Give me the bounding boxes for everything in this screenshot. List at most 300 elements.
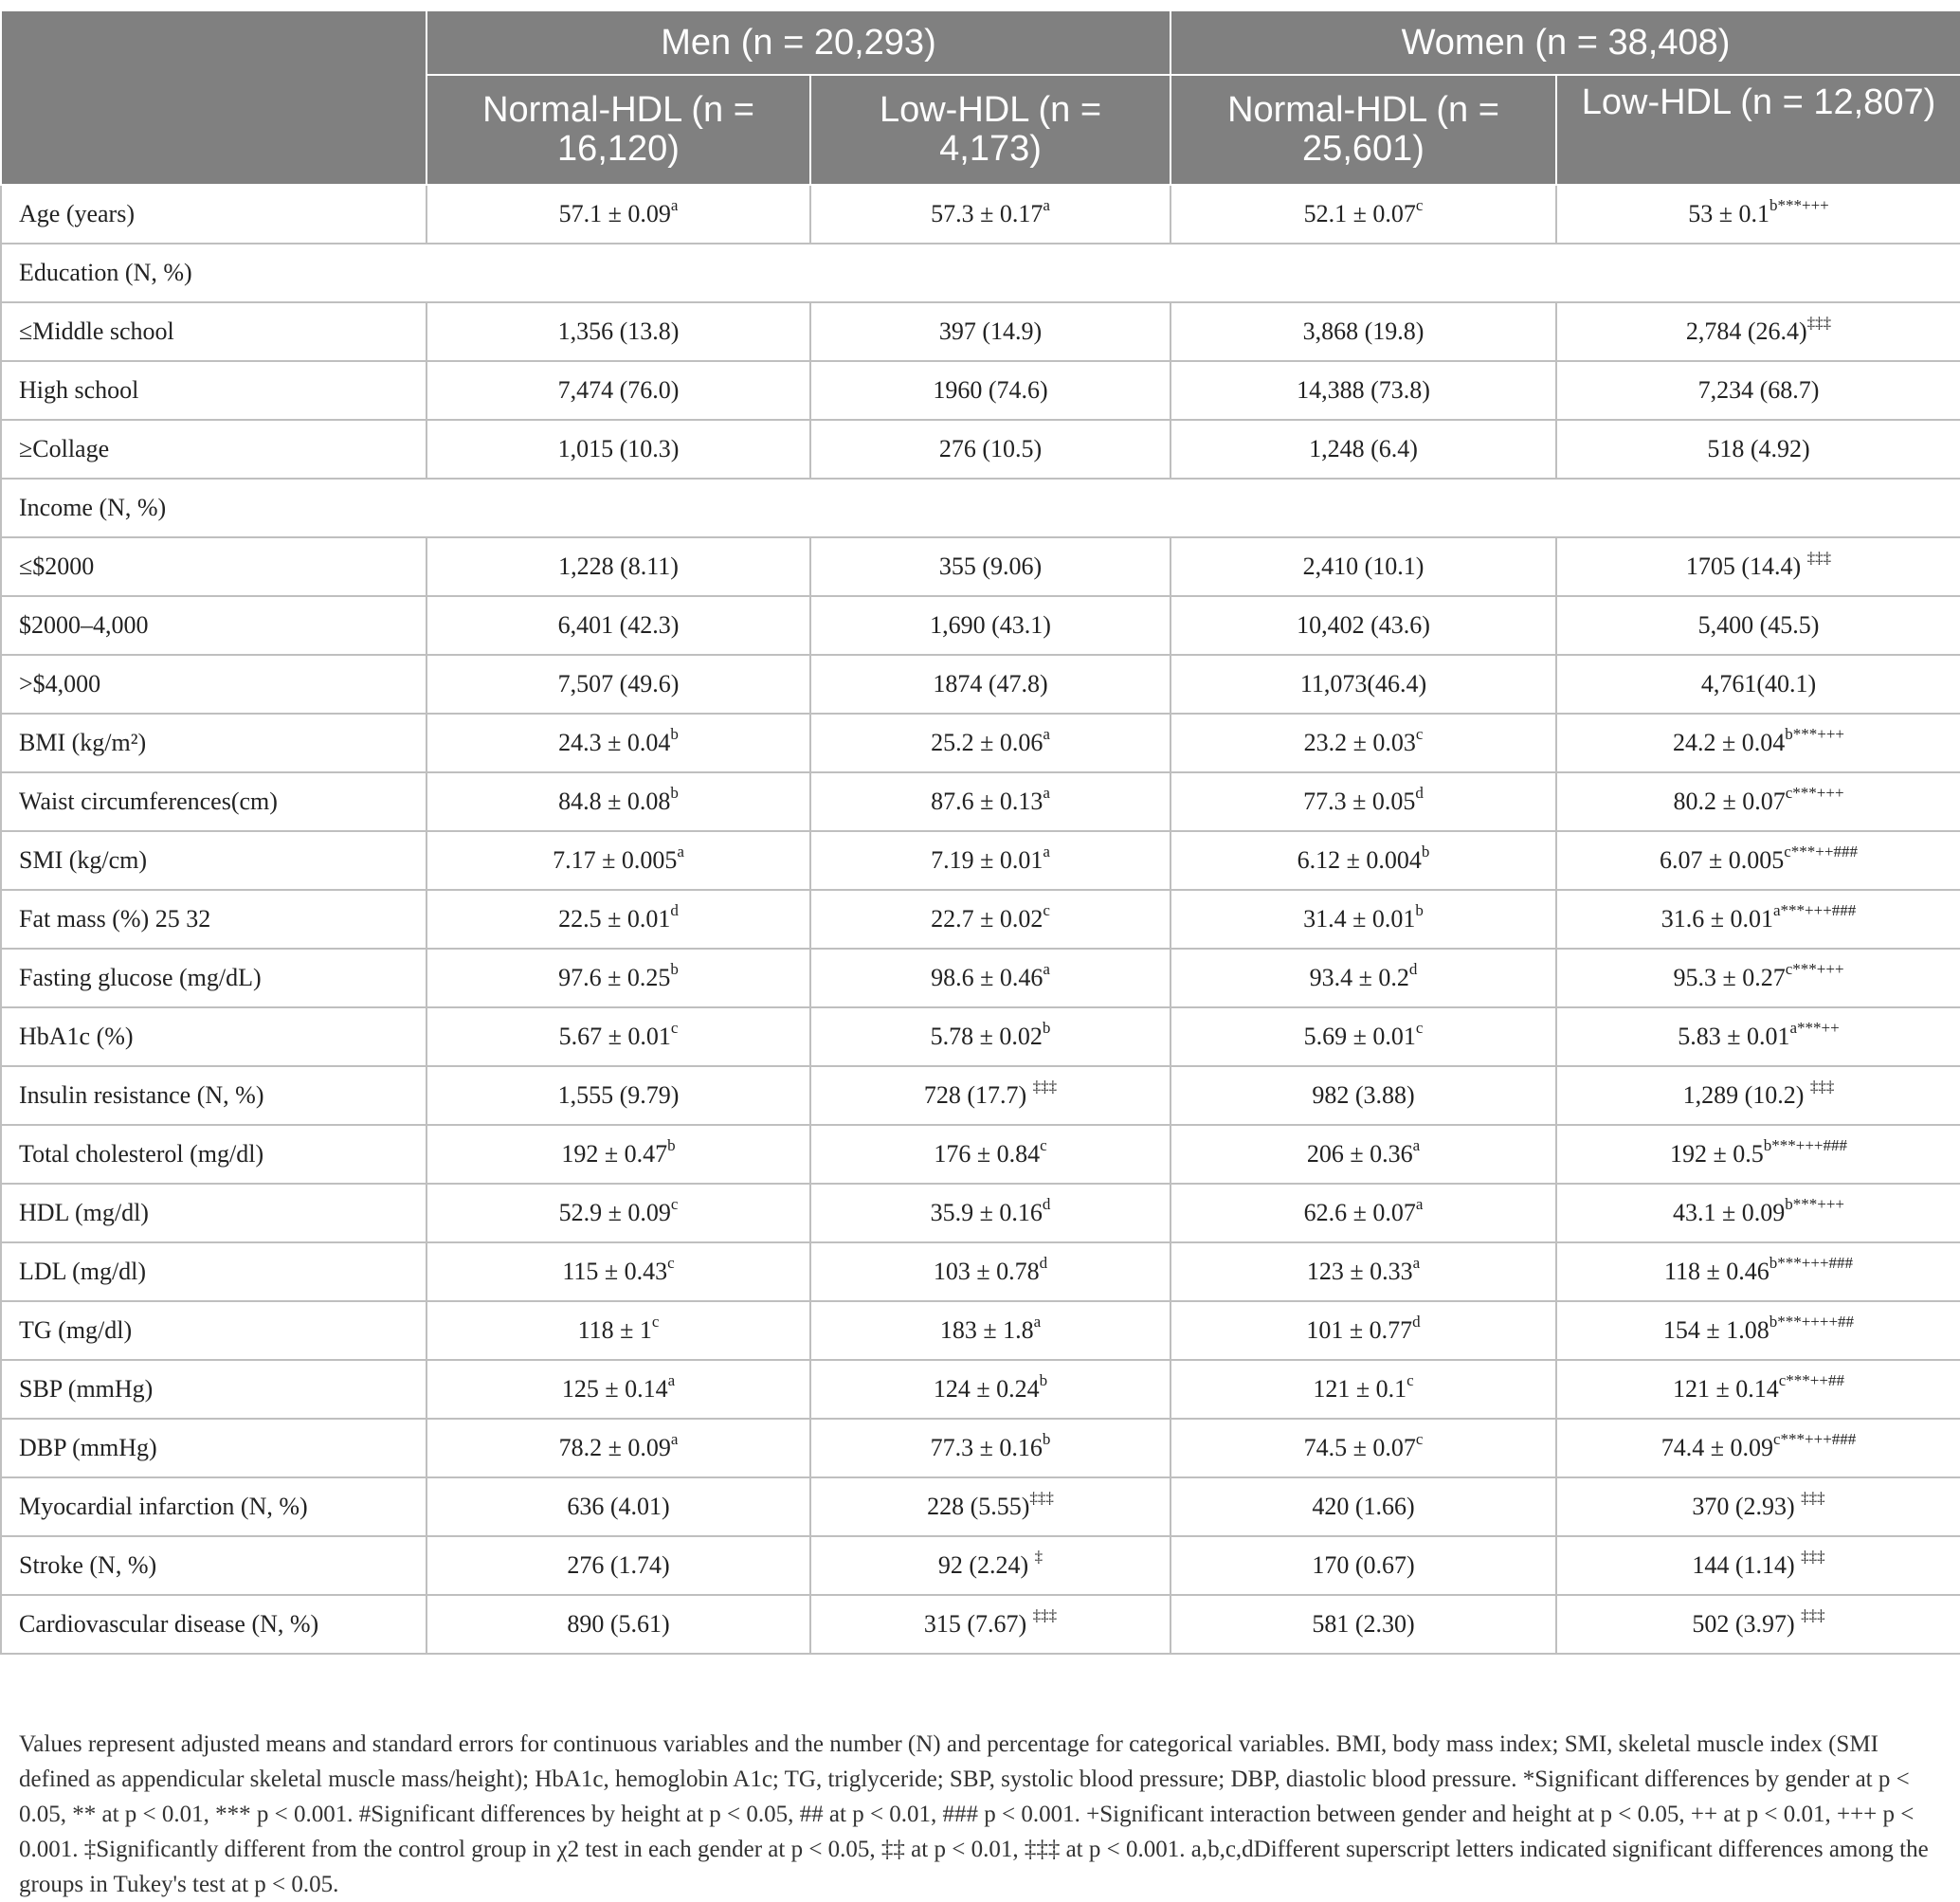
table-cell bbox=[1556, 772, 1960, 831]
cell-superscript: c bbox=[667, 1254, 675, 1273]
table-cell bbox=[1171, 890, 1556, 949]
cell-value: 35.9 ± 0.16 bbox=[930, 1199, 1043, 1226]
table-cell bbox=[426, 1242, 810, 1301]
cell-superscript: b***+++ bbox=[1785, 1195, 1845, 1214]
row-label: Fasting glucose (mg/dL) bbox=[1, 949, 426, 1007]
cell-value: 7,474 (76.0) bbox=[557, 376, 680, 404]
table-cell bbox=[810, 1477, 1171, 1536]
cell-value: 890 (5.61) bbox=[567, 1610, 670, 1638]
table-row bbox=[1, 772, 1960, 831]
cell-superscript: ‡‡‡ bbox=[1801, 1489, 1825, 1508]
row-label: LDL (mg/dl) bbox=[1, 1242, 426, 1301]
table-cell bbox=[1556, 1242, 1960, 1301]
row-label: Stroke (N, %) bbox=[1, 1536, 426, 1595]
table-cell bbox=[810, 890, 1171, 949]
table-row bbox=[1, 1419, 1960, 1477]
table-cell bbox=[1556, 537, 1960, 596]
table-row bbox=[1, 420, 1960, 479]
cell-value: 154 ± 1.08 bbox=[1662, 1316, 1769, 1344]
cell-superscript: b bbox=[1042, 1019, 1051, 1038]
cell-superscript: c***+++ bbox=[1785, 784, 1844, 803]
table-cell bbox=[1171, 1536, 1556, 1595]
table-cell bbox=[426, 1066, 810, 1125]
table-cell bbox=[810, 772, 1171, 831]
table-cell bbox=[810, 714, 1171, 772]
cell-value: 982 (3.88) bbox=[1312, 1081, 1415, 1109]
header-women-low-hdl: Low-HDL (n = 12,807) bbox=[1556, 75, 1960, 185]
table-cell bbox=[426, 1536, 810, 1595]
table-cell bbox=[810, 1301, 1171, 1360]
table-cell bbox=[426, 890, 810, 949]
cell-superscript: a***++ bbox=[1789, 1019, 1840, 1038]
cell-superscript: a bbox=[677, 842, 684, 861]
row-label: ≤$2000 bbox=[1, 537, 426, 596]
row-label: Cardiovascular disease (N, %) bbox=[1, 1595, 426, 1654]
row-label: High school bbox=[1, 361, 426, 420]
cell-value: 370 (2.93) bbox=[1692, 1493, 1802, 1520]
table-cell bbox=[810, 1595, 1171, 1654]
table-cell bbox=[810, 655, 1171, 714]
row-label: ≤Middle school bbox=[1, 302, 426, 361]
cell-value: 5.78 ± 0.02 bbox=[930, 1023, 1043, 1050]
cell-value: 355 (9.06) bbox=[938, 552, 1043, 580]
cell-value: 5.67 ± 0.01 bbox=[558, 1023, 671, 1050]
table-row bbox=[1, 537, 1960, 596]
table-cell bbox=[810, 302, 1171, 361]
cell-value: 176 ± 0.84 bbox=[934, 1140, 1041, 1168]
table-cell bbox=[1171, 1007, 1556, 1066]
table-cell bbox=[426, 1595, 810, 1654]
cell-superscript: ‡‡‡ bbox=[1032, 1078, 1058, 1096]
cell-superscript: a bbox=[1043, 842, 1050, 861]
table-row bbox=[1, 1066, 1960, 1125]
row-label: $2000–4,000 bbox=[1, 596, 426, 655]
table-cell bbox=[426, 1477, 810, 1536]
cell-value: 3,868 (19.8) bbox=[1302, 317, 1425, 345]
cell-superscript: a bbox=[1043, 196, 1050, 215]
cell-value: 84.8 ± 0.08 bbox=[558, 788, 671, 815]
cell-superscript: a***+++### bbox=[1772, 901, 1857, 920]
row-label: Fat mass (%) 25 32 bbox=[1, 890, 426, 949]
table-cell bbox=[426, 1360, 810, 1419]
table-cell bbox=[810, 1360, 1171, 1419]
cell-value: 24.2 ± 0.04 bbox=[1672, 729, 1786, 756]
table-cell bbox=[1556, 831, 1960, 890]
cell-value: 14,388 (73.8) bbox=[1297, 376, 1430, 404]
cell-value: 121 ± 0.14 bbox=[1672, 1375, 1779, 1403]
table-cell bbox=[1556, 890, 1960, 949]
cell-value: 1705 (14.4) bbox=[1685, 552, 1807, 580]
cell-value: 77.3 ± 0.05 bbox=[1303, 788, 1416, 815]
table-cell bbox=[1556, 949, 1960, 1007]
cell-value: 121 ± 0.1 bbox=[1313, 1375, 1407, 1403]
table-row bbox=[1, 361, 1960, 420]
table-cell bbox=[810, 1536, 1171, 1595]
cell-value: 276 (1.74) bbox=[567, 1551, 670, 1579]
cell-value: 2,784 (26.4) bbox=[1685, 317, 1807, 345]
table-cell bbox=[1171, 596, 1556, 655]
cell-superscript: b***++++## bbox=[1769, 1313, 1855, 1331]
cell-value: 1,228 (8.11) bbox=[558, 552, 679, 580]
cell-value: 52.9 ± 0.09 bbox=[558, 1199, 671, 1226]
table-cell bbox=[810, 596, 1171, 655]
cell-superscript: b***+++ bbox=[1785, 725, 1845, 744]
cell-value: 315 (7.67) bbox=[923, 1610, 1033, 1638]
cell-superscript: ‡‡‡ bbox=[1029, 1489, 1054, 1508]
cell-superscript: ‡ bbox=[1034, 1548, 1044, 1567]
table-cell bbox=[1556, 714, 1960, 772]
cell-value: 57.3 ± 0.17 bbox=[931, 200, 1044, 227]
cell-superscript: c bbox=[1415, 1019, 1424, 1038]
cell-value: 125 ± 0.14 bbox=[561, 1375, 668, 1403]
table-row bbox=[1, 1595, 1960, 1654]
table-cell bbox=[1556, 1184, 1960, 1242]
cell-value: 636 (4.01) bbox=[567, 1493, 670, 1520]
cell-value: 502 (3.97) bbox=[1692, 1610, 1802, 1638]
table-cell bbox=[426, 361, 810, 420]
table-row bbox=[1, 655, 1960, 714]
table-cell bbox=[1171, 1242, 1556, 1301]
table-row bbox=[1, 1125, 1960, 1184]
cell-value: 25.2 ± 0.06 bbox=[931, 729, 1044, 756]
cell-value: 1,356 (13.8) bbox=[557, 317, 680, 345]
cell-value: 5,400 (45.5) bbox=[1697, 611, 1820, 639]
cell-superscript: ‡‡‡ bbox=[1801, 1548, 1825, 1567]
table-cell bbox=[426, 1301, 810, 1360]
cell-value: 6.12 ± 0.004 bbox=[1297, 846, 1422, 874]
cell-superscript: a bbox=[667, 1371, 676, 1390]
table-cell bbox=[1171, 949, 1556, 1007]
cell-superscript: b bbox=[1039, 1371, 1048, 1390]
row-label: >$4,000 bbox=[1, 655, 426, 714]
table-cell bbox=[810, 949, 1171, 1007]
cell-value: 1,289 (10.2) bbox=[1682, 1081, 1810, 1109]
cell-value: 92 (2.24) bbox=[937, 1551, 1035, 1579]
table-row bbox=[1, 1007, 1960, 1066]
table-cell bbox=[1171, 772, 1556, 831]
cell-superscript: c bbox=[1406, 1371, 1414, 1390]
cell-value: 31.4 ± 0.01 bbox=[1303, 905, 1416, 933]
cell-superscript: d bbox=[1408, 960, 1418, 979]
table-cell bbox=[426, 1419, 810, 1477]
row-label: SBP (mmHg) bbox=[1, 1360, 426, 1419]
cell-value: 123 ± 0.33 bbox=[1306, 1258, 1413, 1285]
row-label: Insulin resistance (N, %) bbox=[1, 1066, 426, 1125]
table-row bbox=[1, 1360, 1960, 1419]
table-cell bbox=[1171, 655, 1556, 714]
cell-superscript: b bbox=[670, 784, 679, 803]
table-row bbox=[1, 831, 1960, 890]
table-cell bbox=[1556, 1595, 1960, 1654]
table-cell bbox=[426, 1007, 810, 1066]
cell-superscript: b bbox=[670, 725, 679, 744]
cell-superscript: a bbox=[1412, 1254, 1421, 1273]
cell-value: 78.2 ± 0.09 bbox=[558, 1434, 671, 1461]
table-cell bbox=[810, 1125, 1171, 1184]
table-cell bbox=[810, 831, 1171, 890]
cell-value: 74.4 ± 0.09 bbox=[1661, 1434, 1773, 1461]
table-cell bbox=[810, 1007, 1171, 1066]
cell-superscript: b bbox=[1421, 842, 1430, 861]
cell-value: 7.17 ± 0.005 bbox=[553, 846, 678, 874]
cell-value: 101 ± 0.77 bbox=[1306, 1316, 1413, 1344]
row-label: ≥Collage bbox=[1, 420, 426, 479]
cell-superscript: a bbox=[1043, 725, 1050, 744]
table-cell bbox=[810, 1419, 1171, 1477]
baseline-characteristics-table bbox=[0, 9, 1960, 1655]
cell-value: 43.1 ± 0.09 bbox=[1672, 1199, 1786, 1226]
table-cell bbox=[426, 185, 810, 244]
row-label: SMI (kg/cm) bbox=[1, 831, 426, 890]
header-blank-cell bbox=[1, 10, 426, 185]
cell-value: 52.1 ± 0.07 bbox=[1303, 200, 1416, 227]
table-row bbox=[1, 1301, 1960, 1360]
cell-superscript: a bbox=[670, 1430, 679, 1449]
table-cell bbox=[426, 420, 810, 479]
cell-value: 98.6 ± 0.46 bbox=[931, 964, 1044, 991]
cell-superscript: ‡‡‡ bbox=[1032, 1606, 1058, 1625]
cell-superscript: ‡‡‡ bbox=[1806, 314, 1832, 333]
table-cell bbox=[1171, 1419, 1556, 1477]
header-women-group: Women (n = 38,408) bbox=[1171, 10, 1960, 75]
cell-superscript: b***+++### bbox=[1763, 1136, 1848, 1155]
row-label: Total cholesterol (mg/dl) bbox=[1, 1125, 426, 1184]
table-section-row bbox=[1, 479, 1960, 537]
table-cell bbox=[1556, 1536, 1960, 1595]
table-footnote: Values represent adjusted means and standard errors for continuous variables and the number (N) and percentage for categorical variables. BMI, body mass index; SMI, skeletal muscle index (SMI defined as appendicular skeletal muscle mass/height); HbA1c, hemoglobin A1c; TG, triglyceride; SBP, systolic blood pressure; DBP, diastolic blood pressure. *Significant differences by gender at p < 0.05, ** at p < 0.01, *** p < 0.001. #Significant differences by height at p < 0.05, ## at p < 0.01, ### p < 0.001. +Significant interaction between gender and height at p < 0.05, ++ at p < 0.01, +++ p < 0.001. ‡Significantly different from the control group in χ2 test in each gender at p < 0.05, ‡‡ at p < 0.01, ‡‡‡ at p < 0.001. a,b,c,dDifferent superscript letters indicated significant differences among the groups in Tukey's test at p < 0.05. bbox=[19, 1731, 1929, 1897]
table-cell bbox=[1171, 1066, 1556, 1125]
cell-value: 87.6 ± 0.13 bbox=[931, 788, 1044, 815]
header-men-low-hdl: Low-HDL (n = 4,173) bbox=[810, 75, 1171, 185]
table-cell bbox=[1171, 714, 1556, 772]
row-label: DBP (mmHg) bbox=[1, 1419, 426, 1477]
row-label: HbA1c (%) bbox=[1, 1007, 426, 1066]
cell-value: 1,690 (43.1) bbox=[930, 611, 1051, 639]
cell-value: 581 (2.30) bbox=[1312, 1610, 1415, 1638]
cell-superscript: d bbox=[1415, 784, 1424, 803]
cell-superscript: c bbox=[1415, 725, 1424, 744]
cell-value: 10,402 (43.6) bbox=[1297, 611, 1430, 639]
table-cell bbox=[1171, 420, 1556, 479]
table-cell bbox=[810, 537, 1171, 596]
cell-value: 97.6 ± 0.25 bbox=[558, 964, 671, 991]
cell-superscript: b bbox=[667, 1136, 676, 1155]
row-label: Myocardial infarction (N, %) bbox=[1, 1477, 426, 1536]
cell-superscript: c***++### bbox=[1784, 842, 1858, 861]
table-row bbox=[1, 949, 1960, 1007]
table-cell bbox=[426, 1125, 810, 1184]
cell-value: 397 (14.9) bbox=[938, 317, 1043, 345]
cell-superscript: a bbox=[1043, 960, 1050, 979]
table-cell bbox=[1171, 1360, 1556, 1419]
table-row bbox=[1, 596, 1960, 655]
table-cell bbox=[810, 361, 1171, 420]
table-cell bbox=[1556, 596, 1960, 655]
cell-value: 57.1 ± 0.09 bbox=[558, 200, 671, 227]
table-cell bbox=[1556, 1125, 1960, 1184]
cell-superscript: a bbox=[1415, 1195, 1424, 1214]
cell-value: 77.3 ± 0.16 bbox=[930, 1434, 1043, 1461]
cell-superscript: c bbox=[651, 1313, 660, 1331]
table-cell bbox=[1171, 1595, 1556, 1654]
table-header bbox=[1, 10, 1960, 185]
cell-superscript: ‡‡‡ bbox=[1801, 1606, 1825, 1625]
cell-value: 5.69 ± 0.01 bbox=[1303, 1023, 1416, 1050]
cell-superscript: b***+++### bbox=[1769, 1254, 1854, 1273]
table-cell bbox=[426, 714, 810, 772]
cell-superscript: b bbox=[670, 960, 679, 979]
table-cell bbox=[1171, 1184, 1556, 1242]
cell-superscript: c***++## bbox=[1778, 1371, 1844, 1390]
table-cell bbox=[1171, 1125, 1556, 1184]
cell-value: 420 (1.66) bbox=[1312, 1493, 1415, 1520]
cell-value: 7.19 ± 0.01 bbox=[931, 846, 1044, 874]
table-cell bbox=[1556, 185, 1960, 244]
cell-value: 4,761(40.1) bbox=[1700, 670, 1817, 697]
cell-superscript: b bbox=[1042, 1430, 1051, 1449]
table-body bbox=[1, 185, 1960, 1654]
cell-superscript: b***+++ bbox=[1769, 196, 1829, 215]
table-cell bbox=[426, 949, 810, 1007]
table-row bbox=[1, 890, 1960, 949]
cell-value: 1874 (47.8) bbox=[933, 670, 1048, 697]
table-cell bbox=[810, 1242, 1171, 1301]
table-cell bbox=[1556, 1066, 1960, 1125]
cell-superscript: d bbox=[1412, 1313, 1421, 1331]
cell-superscript: c bbox=[1040, 1136, 1047, 1155]
cell-value: 276 (10.5) bbox=[938, 435, 1043, 462]
table-section-row bbox=[1, 244, 1960, 302]
cell-value: 93.4 ± 0.2 bbox=[1309, 964, 1409, 991]
cell-value: 22.5 ± 0.01 bbox=[558, 905, 671, 933]
table-cell bbox=[1556, 420, 1960, 479]
cell-value: 728 (17.7) bbox=[923, 1081, 1033, 1109]
cell-value: 228 (5.55) bbox=[927, 1493, 1030, 1520]
cell-superscript: c***+++### bbox=[1772, 1430, 1857, 1449]
cell-value: 170 (0.67) bbox=[1312, 1551, 1415, 1579]
table-cell bbox=[1556, 302, 1960, 361]
table-cell bbox=[1171, 302, 1556, 361]
header-men-group: Men (n = 20,293) bbox=[426, 10, 1171, 75]
table-cell bbox=[1556, 361, 1960, 420]
table-cell bbox=[810, 420, 1171, 479]
cell-value: 115 ± 0.43 bbox=[562, 1258, 668, 1285]
cell-value: 74.5 ± 0.07 bbox=[1303, 1434, 1416, 1461]
cell-value: 1,248 (6.4) bbox=[1309, 435, 1418, 462]
row-label: Income (N, %) bbox=[1, 479, 1960, 537]
cell-value: 7,507 (49.6) bbox=[557, 670, 680, 697]
cell-value: 5.83 ± 0.01 bbox=[1678, 1023, 1790, 1050]
table-cell bbox=[810, 1184, 1171, 1242]
cell-superscript: c bbox=[1415, 196, 1424, 215]
table-cell bbox=[426, 831, 810, 890]
cell-value: 183 ± 1.8 bbox=[939, 1316, 1034, 1344]
row-label: HDL (mg/dl) bbox=[1, 1184, 426, 1242]
table-row bbox=[1, 1242, 1960, 1301]
cell-value: 2,410 (10.1) bbox=[1302, 552, 1425, 580]
table-cell bbox=[1556, 1477, 1960, 1536]
cell-value: 192 ± 0.47 bbox=[561, 1140, 668, 1168]
cell-value: 192 ± 0.5 bbox=[1669, 1140, 1764, 1168]
cell-superscript: ‡‡‡ bbox=[1806, 549, 1832, 568]
cell-superscript: d bbox=[1039, 1254, 1048, 1273]
table-cell bbox=[810, 1066, 1171, 1125]
table-cell bbox=[426, 537, 810, 596]
cell-value: 1,555 (9.79) bbox=[557, 1081, 680, 1109]
cell-superscript: c bbox=[1415, 1430, 1424, 1449]
table-cell bbox=[810, 185, 1171, 244]
row-label: Education (N, %) bbox=[1, 244, 1960, 302]
cell-superscript: c bbox=[670, 1195, 679, 1214]
table-cell bbox=[1556, 1419, 1960, 1477]
cell-superscript: a bbox=[1033, 1313, 1042, 1331]
cell-value: 53 ± 0.1 bbox=[1688, 200, 1769, 227]
cell-superscript: c bbox=[1043, 901, 1050, 920]
table-cell bbox=[1556, 1301, 1960, 1360]
cell-value: 206 ± 0.36 bbox=[1306, 1140, 1413, 1168]
table-cell bbox=[426, 596, 810, 655]
cell-value: 80.2 ± 0.07 bbox=[1673, 788, 1786, 815]
row-label: TG (mg/dl) bbox=[1, 1301, 426, 1360]
table-row bbox=[1, 1536, 1960, 1595]
cell-superscript: d bbox=[1042, 1195, 1051, 1214]
table-row bbox=[1, 302, 1960, 361]
cell-superscript: d bbox=[670, 901, 679, 920]
cell-value: 95.3 ± 0.27 bbox=[1673, 964, 1786, 991]
cell-value: 23.2 ± 0.03 bbox=[1303, 729, 1416, 756]
cell-value: 118 ± 0.46 bbox=[1663, 1258, 1769, 1285]
cell-value: 31.6 ± 0.01 bbox=[1661, 905, 1773, 933]
cell-value: 1,015 (10.3) bbox=[557, 435, 680, 462]
table-cell bbox=[1171, 831, 1556, 890]
cell-value: 62.6 ± 0.07 bbox=[1303, 1199, 1416, 1226]
row-label: Waist circumferences(cm) bbox=[1, 772, 426, 831]
cell-value: 11,073(46.4) bbox=[1299, 670, 1427, 697]
table-cell bbox=[1556, 1007, 1960, 1066]
table-cell bbox=[426, 1184, 810, 1242]
cell-superscript: c bbox=[670, 1019, 679, 1038]
table-row bbox=[1, 1184, 1960, 1242]
cell-value: 7,234 (68.7) bbox=[1697, 376, 1820, 404]
table-cell bbox=[1171, 1477, 1556, 1536]
cell-superscript: c***+++ bbox=[1785, 960, 1844, 979]
cell-value: 124 ± 0.24 bbox=[933, 1375, 1040, 1403]
row-label: BMI (kg/m²) bbox=[1, 714, 426, 772]
header-women-normal-hdl: Normal-HDL (n = 25,601) bbox=[1171, 75, 1556, 185]
cell-value: 118 ± 1 bbox=[577, 1316, 652, 1344]
cell-value: 518 (4.92) bbox=[1707, 435, 1810, 462]
cell-value: 1960 (74.6) bbox=[933, 376, 1048, 404]
table-cell bbox=[426, 302, 810, 361]
cell-superscript: a bbox=[670, 196, 679, 215]
table-row bbox=[1, 185, 1960, 244]
cell-superscript: b bbox=[1415, 901, 1424, 920]
cell-value: 6.07 ± 0.005 bbox=[1659, 846, 1785, 874]
table-cell bbox=[426, 772, 810, 831]
cell-value: 22.7 ± 0.02 bbox=[931, 905, 1044, 933]
table-cell bbox=[1171, 537, 1556, 596]
cell-superscript: a bbox=[1043, 784, 1050, 803]
table-row bbox=[1, 1477, 1960, 1536]
cell-value: 144 (1.14) bbox=[1692, 1551, 1802, 1579]
table-cell bbox=[1556, 1360, 1960, 1419]
cell-superscript: a bbox=[1412, 1136, 1421, 1155]
cell-value: 103 ± 0.78 bbox=[933, 1258, 1040, 1285]
table-cell bbox=[1171, 1301, 1556, 1360]
data-table-container bbox=[0, 9, 1960, 1655]
cell-value: 24.3 ± 0.04 bbox=[558, 729, 671, 756]
table-cell bbox=[1171, 185, 1556, 244]
